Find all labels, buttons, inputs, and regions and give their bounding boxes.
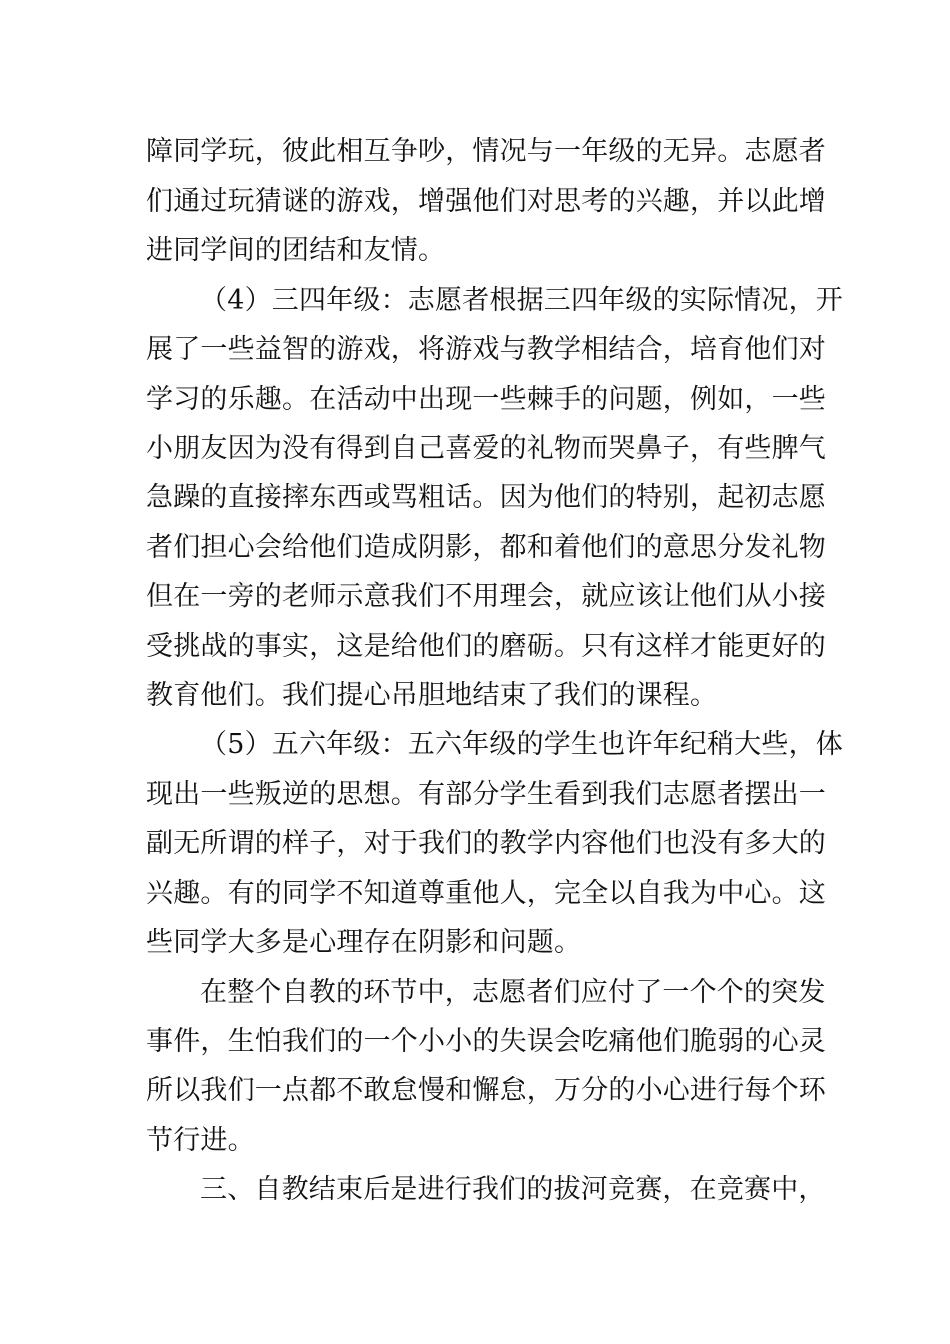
text-line: 学习的乐趣。在活动中出现一些棘手的问题，例如，一些	[146, 384, 826, 415]
text-line: 受挑战的事实，这是给他们的磨砺。只有这样才能更好的	[146, 631, 826, 662]
text-line: 但在一旁的老师示意我们不用理会，就应该让他们从小接	[146, 581, 826, 612]
text-line: 教育他们。我们提心吊胆地结束了我们的课程。	[146, 680, 718, 711]
text-line: 三、自教结束后是进行我们的拔河竞赛，在竞赛中，	[200, 1174, 826, 1205]
text-line: 者们担心会给他们造成阴影，都和着他们的意思分发礼物	[146, 532, 826, 563]
text-line: 些同学大多是心理存在阴影和问题。	[146, 927, 582, 958]
text-line: （5）五六年级：五六年级的学生也许年纪稍大些，体	[200, 729, 843, 760]
text-line: 节行进。	[146, 1125, 255, 1156]
text-line: 兴趣。有的同学不知道尊重他人，完全以自我为中心。这	[146, 878, 826, 909]
text-line: 所以我们一点都不敢怠慢和懈怠，万分的小心进行每个环	[146, 1075, 826, 1106]
text-line: 进同学间的团结和友情。	[146, 235, 446, 266]
text-line: 障同学玩，彼此相互争吵，情况与一年级的无异。志愿者	[146, 136, 826, 167]
text-line: 副无所谓的样子，对于我们的教学内容他们也没有多大的	[146, 828, 826, 859]
text-line: 事件，生怕我们的一个小小的失误会吃痛他们脆弱的心灵	[146, 1026, 826, 1057]
text-line: 在整个自教的环节中，志愿者们应付了一个个的突发	[200, 977, 826, 1008]
text-line: 们通过玩猜谜的游戏，增强他们对思考的兴趣，并以此增	[146, 186, 826, 217]
text-line: 现出一些叛逆的思想。有部分学生看到我们志愿者摆出一	[146, 779, 826, 810]
text-line: 急躁的直接摔东西或骂粗话。因为他们的特别，起初志愿	[146, 482, 826, 513]
text-line: 展了一些益智的游戏，将游戏与教学相结合，培育他们对	[146, 334, 826, 365]
text-line: （4）三四年级：志愿者根据三四年级的实际情况，开	[200, 285, 843, 316]
text-line: 小朋友因为没有得到自己喜爱的礼物而哭鼻子，有些脾气	[146, 433, 826, 464]
